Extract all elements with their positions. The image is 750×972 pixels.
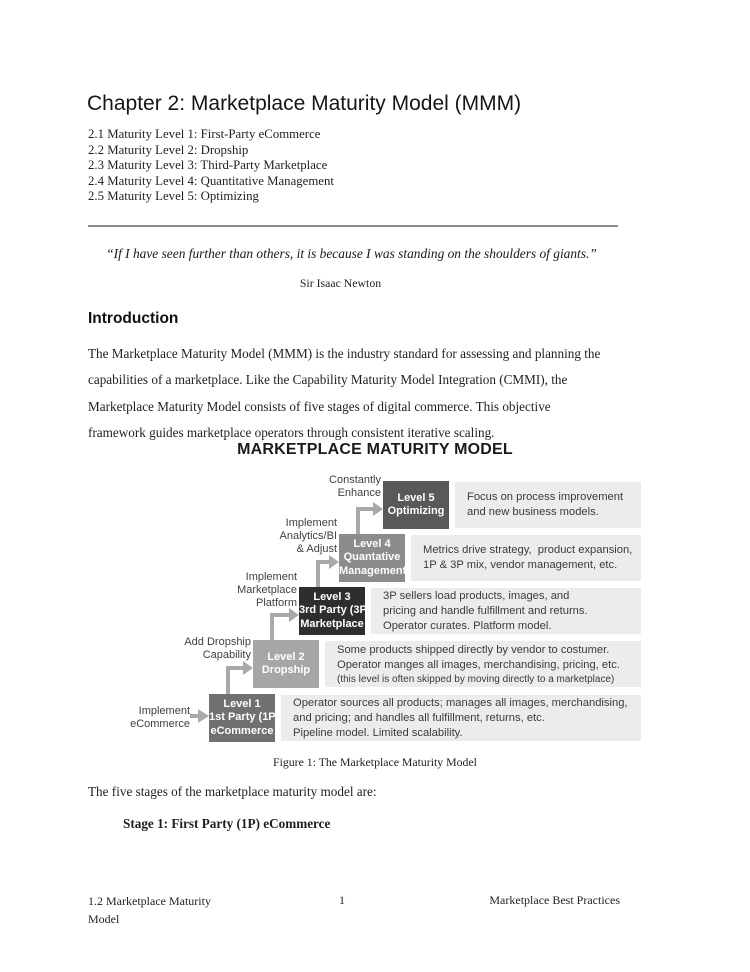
- toc-item: 2.1 Maturity Level 1: First-Party eCommerce: [88, 127, 321, 141]
- body-text: The five stages of the marketplace maturity model are:: [88, 784, 377, 799]
- description-line: and new business models.: [467, 506, 599, 518]
- level-description-level-1: [281, 695, 641, 741]
- description-line: 1P & 3P mix, vendor management, etc.: [423, 559, 618, 571]
- level-box-label: Level 3: [313, 590, 351, 603]
- level-box-label: Quantative: [343, 551, 401, 564]
- level-box-label: Level 4: [353, 537, 391, 550]
- description-line: Operator curates. Platform model.: [383, 619, 552, 632]
- paragraph-line: capabilities of a marketplace. Like the Capability Maturity Model Integration (CMMI), the: [88, 372, 568, 388]
- action-label-line: eCommerce: [130, 718, 190, 730]
- quote-attribution: Sir Isaac Newton: [299, 276, 382, 290]
- description-line: Some products shipped directly by vendor to costumer.: [337, 643, 610, 656]
- action-label-level-2: [184, 636, 251, 662]
- level-box-label: Management: [339, 564, 407, 577]
- elbow-arrow-vertical-level-3: [270, 613, 274, 640]
- level-description-level-5: [455, 482, 641, 528]
- figure-title: MARKETPLACE MATURITY MODEL: [237, 441, 513, 458]
- level-box-label: 3rd Party (3P): [299, 604, 371, 617]
- action-label-line: Enhance: [337, 487, 381, 499]
- chapter-title: Chapter 2: Marketplace Maturity Model (MMM): [87, 92, 522, 115]
- page-number: 1: [339, 893, 345, 907]
- action-label-line: Marketplace: [237, 584, 297, 596]
- stage-1-heading: Stage 1: First Party (1P) eCommerce: [123, 816, 331, 831]
- action-label-line: Analytics/BI: [279, 530, 337, 542]
- level-box-label: Marketplace: [300, 617, 364, 630]
- level-box-level-1: [209, 694, 280, 742]
- toc-item: 2.4 Maturity Level 4: Quantitative Management: [88, 173, 334, 188]
- level-box-label: Optimizing: [387, 505, 445, 517]
- action-label-level-4: [280, 517, 337, 556]
- horizontal-divider: [88, 225, 618, 227]
- figure-caption: Figure 1: The Marketplace Maturity Model: [273, 755, 477, 769]
- level-box-label: Level 2: [267, 650, 305, 663]
- action-label-line: Implement: [285, 517, 337, 529]
- maturity-model-figure: [0, 437, 750, 752]
- description-line: Focus on process improvement: [467, 491, 624, 503]
- elbow-arrow-vertical-level-2: [226, 666, 230, 694]
- level-box-level-5: [383, 481, 449, 529]
- description-line: pricing and handle fulfillment and returns.: [383, 604, 588, 617]
- description-line: Pipeline model. Limited scalability.: [293, 726, 463, 739]
- level-description-level-3: [371, 588, 641, 634]
- description-line: Operator sources all products; manages all images, merchandising,: [293, 696, 628, 709]
- footer-book-title: Marketplace Best Practices: [489, 893, 620, 907]
- paragraph-line: The Marketplace Maturity Model (MMM) is the industry standard for assessing and planning the: [88, 346, 601, 361]
- elbow-arrowhead-icon-level-5: [373, 502, 383, 516]
- table-of-contents: [88, 127, 334, 205]
- action-label-line: & Adjust: [296, 543, 337, 555]
- action-label-line: Platform: [256, 597, 297, 609]
- description-line: (this level is often skipped by moving directly to a marketplace): [337, 673, 615, 685]
- action-label-level-1: [130, 705, 190, 731]
- elbow-arrowhead-icon-level-2: [243, 661, 253, 675]
- description-line: Operator manges all images, merchandising, pricing, etc.: [337, 658, 620, 671]
- elbow-arrow-vertical-level-5: [356, 507, 360, 534]
- description-line: and pricing; and handles all fulfillment, returns, etc.: [293, 711, 545, 724]
- action-label-line: Capability: [202, 649, 251, 661]
- level-box-label: Level 1: [223, 697, 261, 710]
- level-box-level-3: [299, 587, 371, 635]
- elbow-arrowhead-icon-level-4: [329, 555, 339, 569]
- level-box-level-4: [339, 534, 405, 582]
- footer-left-line: Model: [88, 911, 120, 926]
- paragraph-line: Marketplace Maturity Model consists of five stages of digital commerce. This objective: [88, 398, 551, 414]
- level-box-label: Level 5: [397, 491, 435, 504]
- level-box-label: 1st Party (1P): [209, 711, 280, 724]
- elbow-arrow-vertical-level-4: [316, 560, 320, 587]
- action-label-line: Add Dropship: [184, 636, 251, 648]
- level-description-level-2: [325, 641, 641, 687]
- description-line: Metrics drive strategy, product expansion,: [423, 544, 633, 556]
- section-heading-introduction: Introduction: [88, 310, 179, 327]
- elbow-arrow-horizontal-level-3: [270, 613, 291, 617]
- action-label-level-5: [329, 474, 381, 500]
- toc-item: 2.3 Maturity Level 3: Third-Party Marketplace: [88, 158, 328, 173]
- action-label-line: Implement: [245, 571, 297, 583]
- level-box-label: eCommerce: [210, 724, 274, 737]
- toc-item: 2.5 Maturity Level 5: Optimizing: [88, 189, 259, 204]
- level-box-level-2: [253, 640, 319, 688]
- paragraph-line: framework guides marketplace operators through consistent iterative scaling.: [88, 424, 495, 440]
- action-label-level-3: [237, 571, 297, 610]
- description-line: 3P sellers load products, images, and: [383, 589, 570, 602]
- action-label-line: Constantly: [329, 474, 381, 486]
- level-box-label: Dropship: [261, 664, 311, 676]
- elbow-arrowhead-icon-level-3: [289, 608, 299, 622]
- footer-left-line: 1.2 Marketplace Maturity: [88, 894, 211, 908]
- level-description-level-4: [411, 535, 641, 581]
- footer-section-label: [88, 893, 211, 928]
- action-label-line: Implement: [138, 705, 190, 717]
- epigraph-quote: “If I have seen further than others, it is because I was standing on the shoulders of giants.”: [106, 246, 597, 261]
- toc-item: 2.2 Maturity Level 2: Dropship: [88, 142, 249, 157]
- introduction-paragraph: [88, 341, 600, 446]
- straight-arrowhead-icon-level-1: [198, 709, 209, 723]
